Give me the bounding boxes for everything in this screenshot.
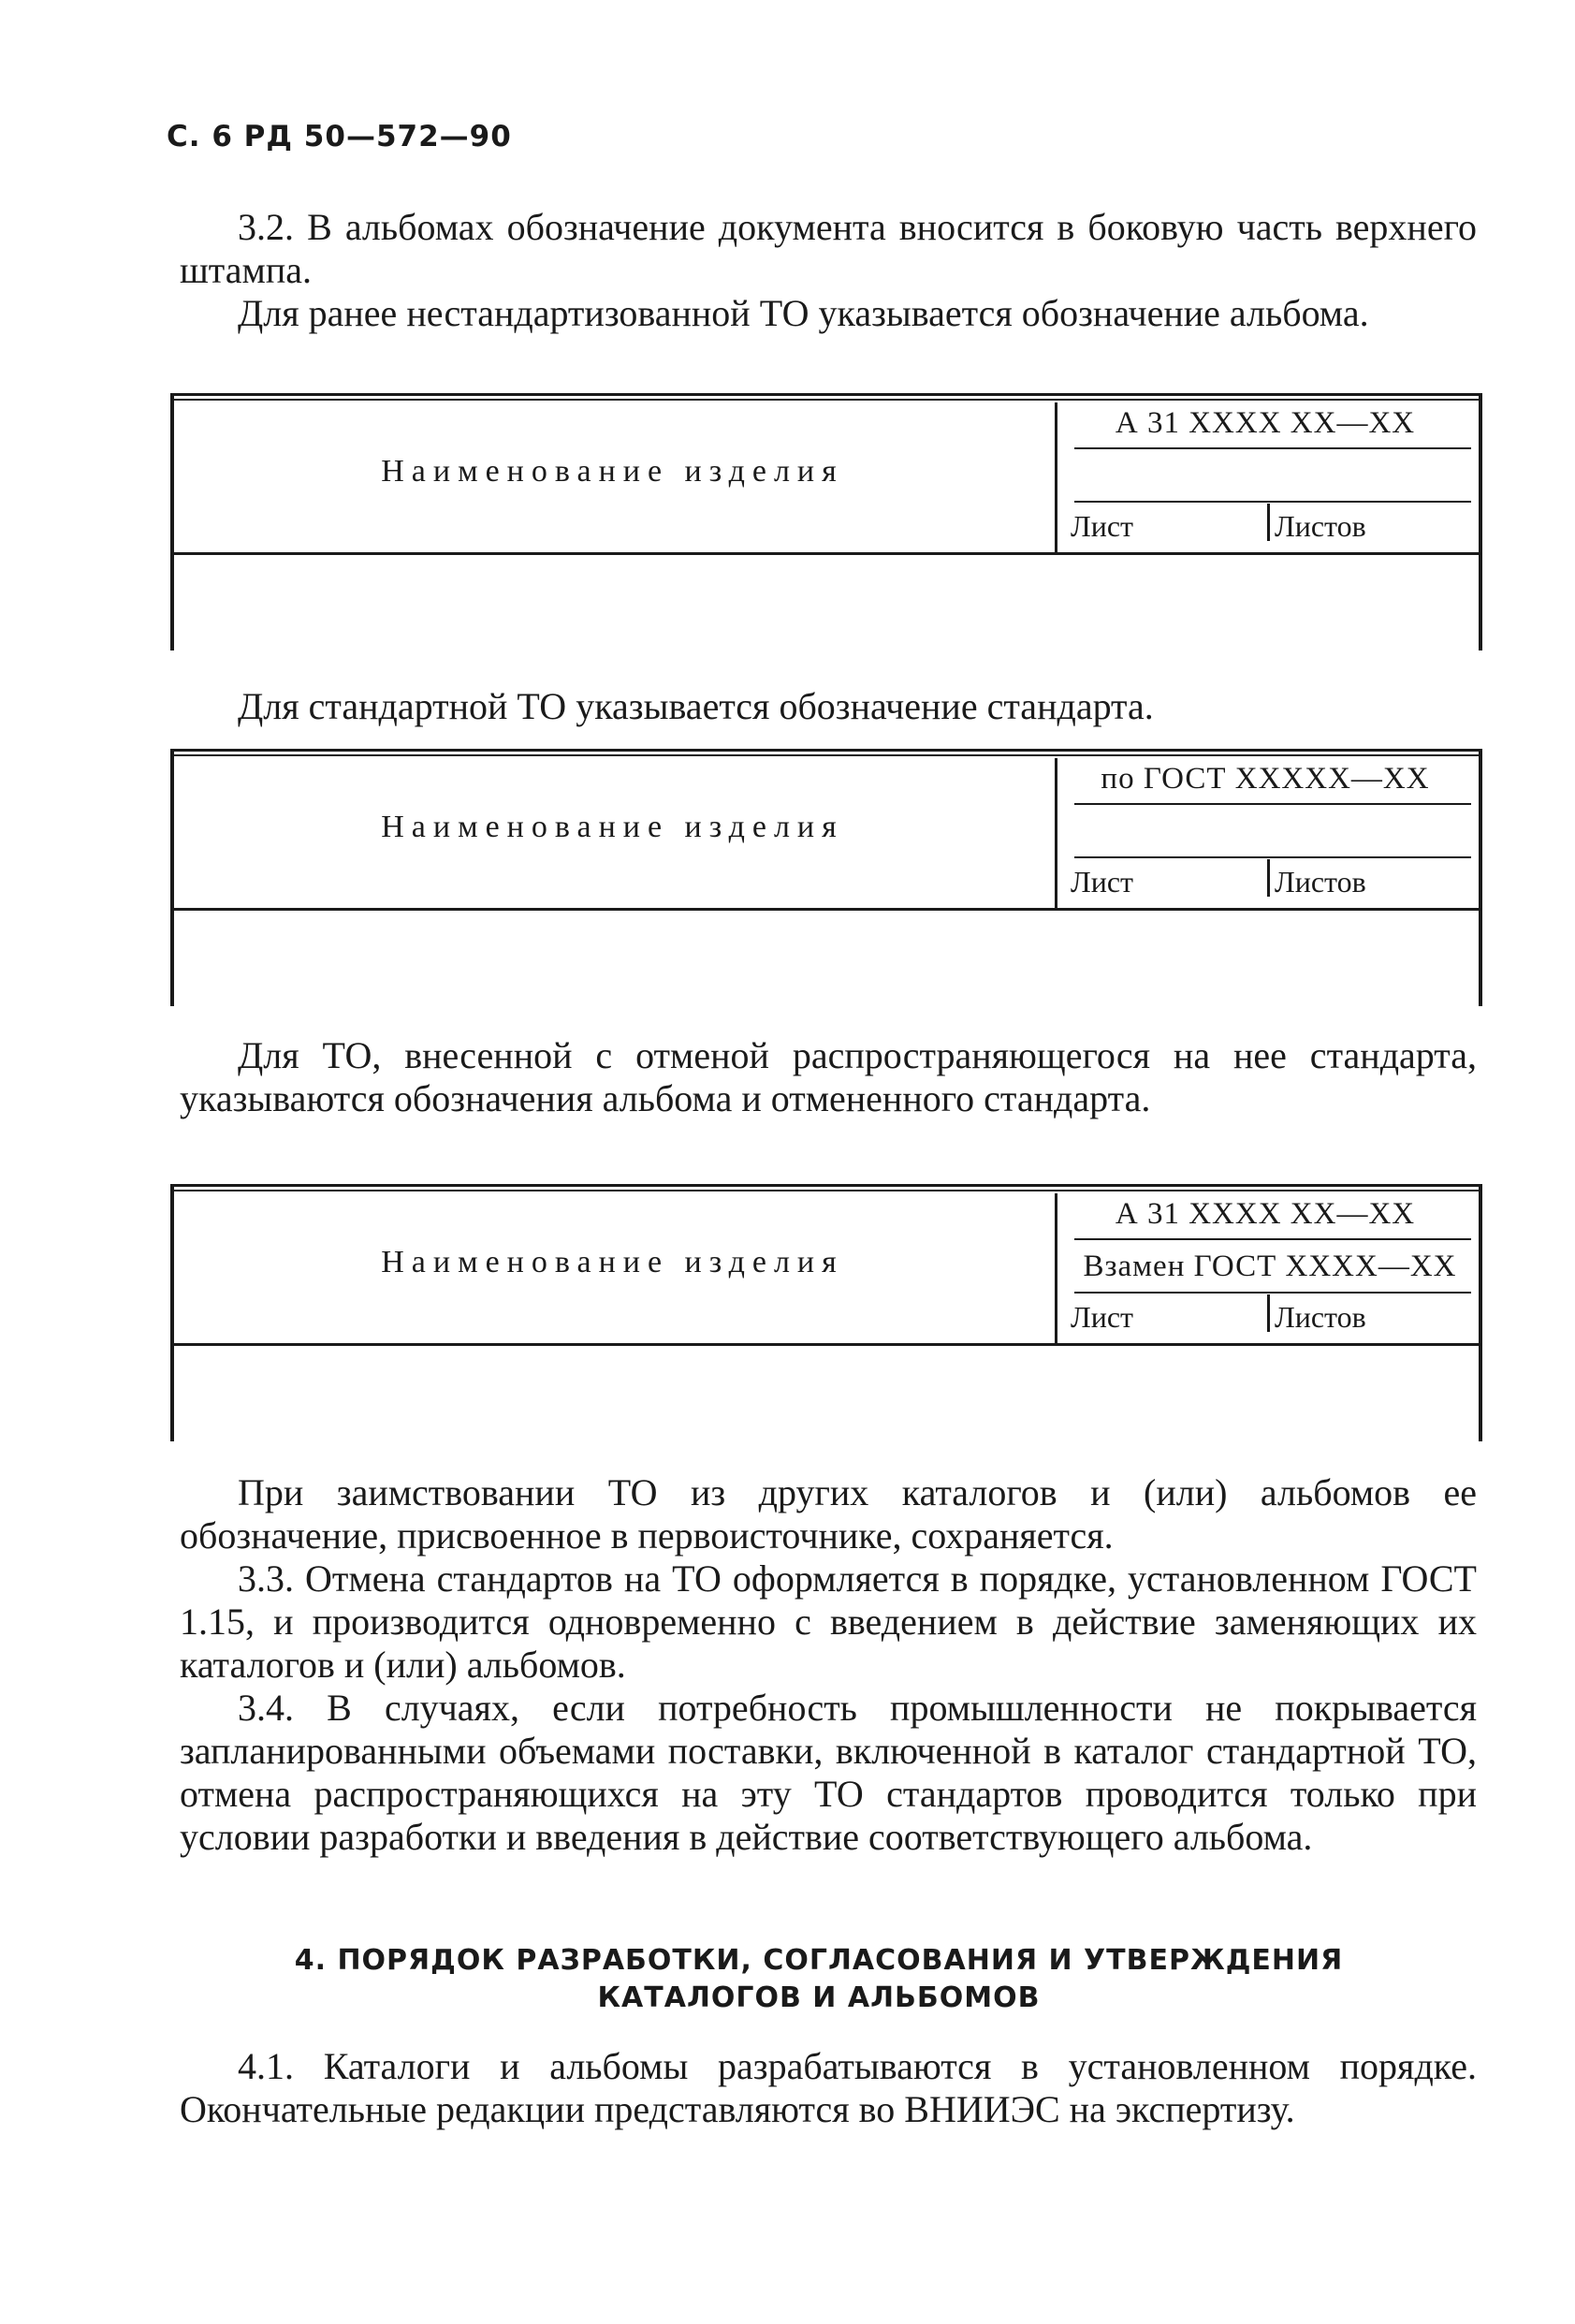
section-4-heading: 4. ПОРЯДОК РАЗРАБОТКИ, СОГЛАСОВАНИЯ И УТВЕРЖДЕНИЯ КАТАЛОГОВ И АЛЬБОМОВ <box>294 1944 1344 2014</box>
stamp-album <box>170 393 1482 650</box>
replacement-code: Взамен ГОСТ XXXX—XX <box>1083 1250 1457 1283</box>
stamp-cancel <box>170 1184 1482 1441</box>
document-code: по ГОСТ XXXXX—XX <box>1101 762 1430 796</box>
paragraph-album: Для ранее нестандартизованной ТО указывается обозначение альбома. <box>238 292 1369 334</box>
document-code: А 31 XXXX XX—XX <box>1115 406 1416 440</box>
paragraph-borrow: При заимствовании ТО из других каталогов и (или) альбомов ее обозначение, присвоенное в первоисточнике, сохраняется. <box>180 1471 1477 1557</box>
paragraph-3-4: 3.4. В случаях, если потребность промышленности не покрывается запланированными объемами поставки, включенной в каталог стандартной ТО, отмена распространяющихся на эту ТО стандартов проводится только при условии разработки и введения в действие соответствующего альбома. <box>180 1687 1477 1858</box>
sheets-label: Листов <box>1275 865 1366 899</box>
stamp-standard <box>170 749 1482 1006</box>
product-name-label: Наименование изделия <box>381 454 844 489</box>
paragraph-4-1: 4.1. Каталоги и альбомы разрабатываются в установленном порядке. Окончательные редакции представляются во ВНИИЭС на экспертизу. <box>180 2045 1477 2130</box>
page-header: С. 6 РД 50—572—90 <box>167 120 512 153</box>
product-name-label: Наименование изделия <box>381 810 844 844</box>
paragraph-standard: Для стандартной ТО указывается обозначение стандарта. <box>238 685 1154 727</box>
product-name-label: Наименование изделия <box>381 1245 844 1279</box>
paragraph-3-2: 3.2. В альбомах обозначение документа вносится в боковую часть верхнего штампа. <box>180 206 1477 291</box>
paragraph-cancel: Для ТО, внесенной с отменой распространяющегося на нее стандарта, указываются обозначения альбома и отмененного стандарта. <box>180 1034 1477 1119</box>
sheet-label: Лист <box>1071 865 1134 899</box>
paragraph-3-3: 3.3. Отмена стандартов на ТО оформляется в порядке, установленном ГОСТ 1.15, и производится одновременно с введением в действие заменяющих их каталогов и (или) альбомов. <box>180 1557 1477 1686</box>
sheet-label: Лист <box>1071 1300 1134 1334</box>
sheets-label: Листов <box>1275 1300 1366 1334</box>
sheets-label: Листов <box>1275 509 1366 543</box>
document-code: А 31 XXXX XX—XX <box>1115 1197 1416 1231</box>
sheet-label: Лист <box>1071 509 1134 543</box>
